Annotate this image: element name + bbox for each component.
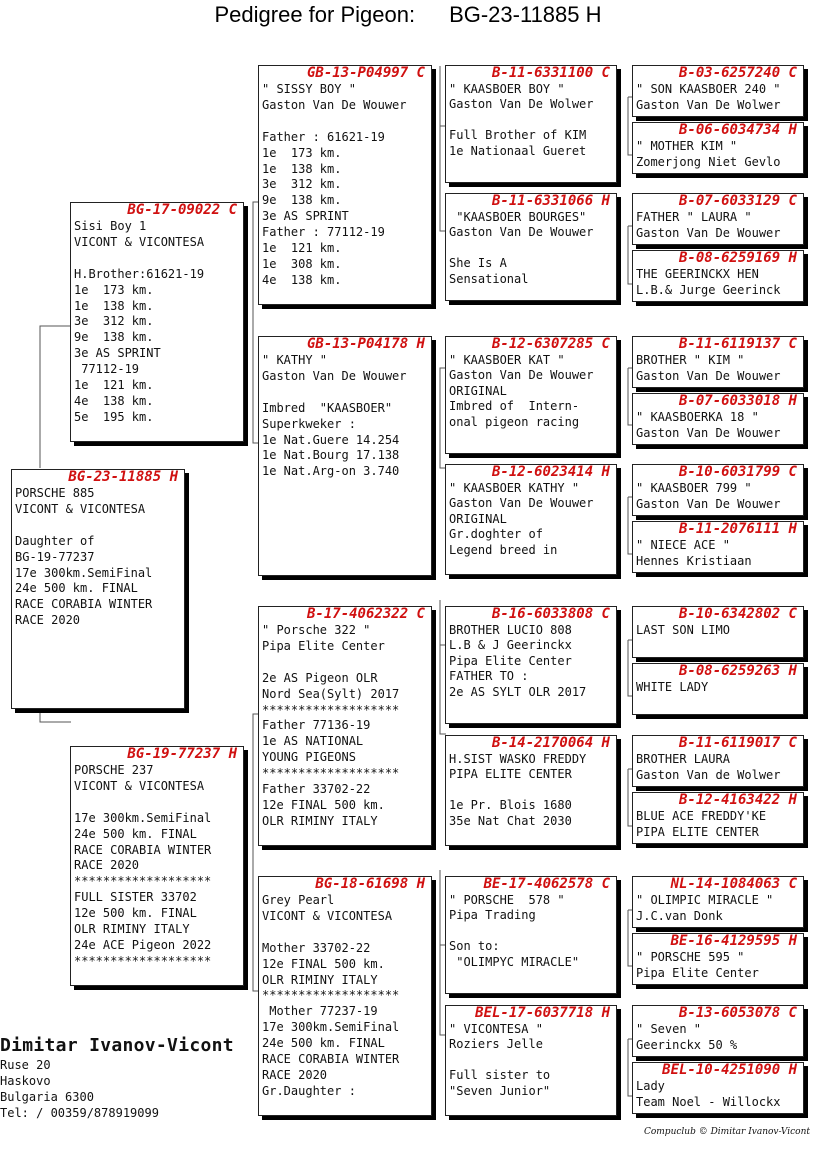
bird-details	[446, 210, 616, 287]
detail-line: Daughter of	[15, 533, 95, 548]
detail-line: 17e 300km.SemiFinal	[15, 565, 153, 580]
detail-line: *******************	[262, 988, 400, 1003]
pedigree-card-dd	[258, 876, 432, 1116]
detail-line: Father : 61621-19	[262, 129, 385, 144]
detail-line: Gaston Van De Wouwer	[262, 97, 407, 112]
detail-line: Pipa Elite Center	[262, 638, 385, 653]
detail-line: 17e 300km.SemiFinal	[74, 810, 212, 825]
detail-line: BROTHER LAURA	[636, 752, 730, 766]
detail-line: PIPA ELITE CENTER	[636, 824, 759, 839]
ring-number: B-11-2076111 H	[678, 521, 797, 537]
pedigree-card-dss	[445, 606, 617, 724]
ring-number: GB-13-P04178 H	[306, 336, 425, 352]
ring-number: BG-23-11885 H	[68, 469, 178, 485]
bird-details	[446, 82, 616, 159]
detail-line: 1e 121 km.	[262, 241, 342, 256]
detail-line: Team Noel - Willockx	[636, 1094, 781, 1109]
detail-line: " KAASBOER 799 "	[636, 481, 752, 495]
detail-line: " MOTHER KIM "	[636, 139, 738, 153]
bird-details	[633, 623, 803, 639]
ring-number: GB-13-P04997 C	[306, 65, 425, 81]
detail-line: Gaston Van De Wouwer	[449, 496, 594, 511]
ring-number: BG-17-09022 C	[127, 202, 237, 218]
detail-line	[449, 783, 613, 798]
ring-number: B-11-6331100 C	[491, 65, 610, 81]
detail-line: RACE CORABIA WINTER	[74, 842, 212, 857]
detail-line: 1e 308 km.	[262, 256, 342, 271]
footer-credit: Compuclub © Dimitar Ivanov-Vicont	[643, 1127, 810, 1137]
detail-line: Pipa Trading	[449, 908, 536, 923]
bird-details	[633, 1022, 803, 1054]
ring-number: BG-18-61698 H	[315, 876, 425, 892]
detail-line: LAST SON LIMO	[636, 623, 730, 637]
detail-line: 12e FINAL 500 km.	[262, 956, 385, 971]
detail-line: 1e Pr. Blois 1680	[449, 798, 572, 813]
detail-line: OLR RIMINY ITALY	[262, 813, 378, 828]
bird-details	[633, 481, 803, 513]
detail-line: Father : 77112-19	[262, 225, 385, 240]
ring-number: B-07-6033129 C	[678, 193, 797, 209]
detail-line: J.C.van Donk	[636, 908, 723, 923]
detail-line: WHITE LADY	[636, 680, 709, 694]
breeder-city: Haskovo	[0, 1074, 51, 1088]
detail-line: Gaston Van De Wolwer	[449, 97, 594, 112]
pedigree-card-ds	[258, 606, 432, 846]
detail-line: Gaston Van De Wouwer	[636, 496, 781, 511]
detail-line: Grey Pearl	[262, 893, 335, 907]
bird-details	[71, 763, 243, 970]
pedigree-card-sds	[445, 336, 617, 454]
detail-line: 17e 300km.SemiFinal	[262, 1020, 400, 1035]
detail-line: Father 77136-19	[262, 718, 371, 733]
detail-line: BROTHER " KIM "	[636, 353, 745, 367]
detail-line: " KATHY "	[262, 353, 328, 367]
detail-line: RACE 2020	[262, 1067, 328, 1082]
pedigree-card-g4_10	[632, 663, 804, 715]
detail-line: 5e 195 km.	[74, 409, 154, 424]
detail-line: " PORSCHE 595 "	[636, 950, 745, 964]
detail-line: 3e 312 km.	[262, 177, 342, 192]
detail-line: Imbred "KAASBOER"	[262, 400, 393, 415]
ring-number: BG-19-77237 H	[127, 746, 237, 762]
detail-line: 1e 121 km.	[74, 378, 154, 393]
bird-details	[633, 950, 803, 982]
detail-line	[449, 113, 613, 128]
detail-line: Pipa Elite Center	[636, 965, 759, 980]
detail-line: 1e Nat.Bourg 17.138	[262, 448, 400, 463]
detail-line: She Is A	[449, 256, 507, 271]
bird-details	[71, 219, 243, 426]
detail-line: PIPA ELITE CENTER	[449, 767, 572, 782]
detail-line: FATHER TO :	[449, 669, 529, 684]
detail-line: H.Brother:61621-19	[74, 266, 205, 281]
ring-number: BEL-17-6037718 H	[475, 1005, 610, 1021]
detail-line: Gr.doghter of	[449, 527, 543, 542]
detail-line: Father 33702-22	[262, 782, 371, 797]
bird-details	[633, 680, 803, 696]
breeder-phone: Tel: / 00359/878919099	[0, 1106, 159, 1120]
detail-line: VICONT & VICONTESA	[262, 908, 393, 923]
detail-line: OLR RIMINY ITALY	[74, 922, 190, 937]
detail-line: Sisi Boy 1	[74, 219, 147, 233]
detail-line: 2e AS Pigeon OLR	[262, 670, 378, 685]
bird-details	[633, 210, 803, 242]
detail-line: " PORSCHE 578 "	[449, 893, 565, 907]
ring-number: NL-14-1084063 C	[670, 876, 797, 892]
detail-line: THE GEERINCKX HEN	[636, 267, 759, 281]
bird-details	[12, 486, 184, 629]
pedigree-card-g4_13	[632, 876, 804, 928]
detail-line: Gaston Van De Wouwer	[636, 225, 781, 240]
bird-details	[633, 752, 803, 784]
pedigree-card-dam	[70, 746, 244, 986]
detail-line: Full sister to	[449, 1068, 551, 1083]
detail-line: FATHER " LAURA "	[636, 210, 752, 224]
bird-details	[446, 1022, 616, 1099]
ring-number: B-13-6053078 C	[678, 1005, 797, 1021]
ring-number: B-16-6033808 C	[491, 606, 610, 622]
pedigree-card-g4_12	[632, 792, 804, 844]
ring-number: B-14-2170064 H	[491, 735, 610, 751]
bird-details	[446, 623, 616, 700]
pedigree-card-g4_6	[632, 393, 804, 445]
pedigree-card-dsd	[445, 735, 617, 846]
title-ring: BG-23-11885 H	[449, 2, 602, 27]
detail-line: PORSCHE 237	[74, 763, 154, 777]
detail-line: Gaston Van de Wolwer	[636, 767, 781, 782]
detail-line: 24e 500 km. FINAL	[15, 581, 138, 596]
bird-details	[446, 353, 616, 430]
detail-line: Gr.Daughter :	[262, 1083, 356, 1098]
bird-details	[446, 752, 616, 829]
pedigree-card-g4_7	[632, 464, 804, 516]
ring-number: B-12-6307285 C	[491, 336, 610, 352]
detail-line	[262, 385, 428, 401]
detail-line: 1e 173 km.	[262, 145, 342, 160]
pedigree-card-g4_1	[632, 65, 804, 117]
pedigree-card-sss	[445, 65, 617, 183]
detail-line: 24e 500 km. FINAL	[262, 1036, 385, 1051]
pedigree-card-g4_14	[632, 933, 804, 985]
detail-line: 3e AS SPRINT	[262, 209, 349, 224]
detail-line: 1e 138 km.	[262, 161, 342, 176]
ring-number: B-10-6342802 C	[678, 606, 797, 622]
detail-line: Son to:	[449, 939, 500, 954]
detail-line	[449, 1053, 613, 1068]
pedigree-card-g4_11	[632, 735, 804, 787]
pedigree-card-ddd	[445, 1005, 617, 1116]
detail-line: L.B.& Jurge Geerinck	[636, 282, 781, 297]
detail-line: Gaston Van De Wouwer	[262, 368, 407, 383]
detail-line: 9e 138 km.	[262, 193, 342, 208]
bird-details	[633, 893, 803, 925]
detail-line: YOUNG PIGEONS	[262, 750, 356, 765]
bird-details	[633, 267, 803, 299]
ring-number: B-11-6331066 H	[491, 193, 610, 209]
detail-line: Imbred of Intern-	[449, 399, 580, 414]
bird-details	[633, 410, 803, 442]
ring-number: B-10-6031799 C	[678, 464, 797, 480]
pedigree-card-dds	[445, 876, 617, 994]
detail-line: Pipa Elite Center	[449, 653, 572, 668]
pedigree-card-g4_9	[632, 606, 804, 658]
detail-line: Gaston Van De Wouwer	[636, 368, 781, 383]
detail-line: Gaston Van De Wouwer	[449, 368, 594, 383]
ring-number: B-11-6119017 C	[678, 735, 797, 751]
detail-line: BG-19-77237	[15, 549, 95, 564]
bird-details	[259, 623, 431, 830]
pedigree-card-g4_2	[632, 122, 804, 174]
detail-line: 1e Nat.Guere 14.254	[262, 432, 400, 447]
bird-details	[259, 353, 431, 480]
pedigree-card-subject	[11, 469, 185, 709]
bird-details	[633, 1079, 803, 1111]
detail-line: 1e 173 km.	[74, 282, 154, 297]
detail-line	[262, 655, 428, 671]
bird-details	[633, 353, 803, 385]
pedigree-card-g4_5	[632, 336, 804, 388]
bird-details	[633, 809, 803, 841]
bird-details	[633, 538, 803, 570]
detail-line	[262, 925, 428, 941]
detail-line: 24e 500 km. FINAL	[74, 826, 197, 841]
detail-line: "Seven Junior"	[449, 1083, 551, 1098]
detail-line: L.B & J Geerinckx	[449, 638, 572, 653]
detail-line: Roziers Jelle	[449, 1037, 543, 1052]
detail-line: 12e 500 km. FINAL	[74, 906, 197, 921]
ring-number: B-12-6023414 H	[491, 464, 610, 480]
detail-line	[74, 251, 240, 267]
bird-details	[259, 893, 431, 1100]
detail-line: Lady	[636, 1079, 665, 1093]
detail-line: " SISSY BOY "	[262, 82, 356, 96]
detail-line: onal pigeon racing	[449, 414, 580, 429]
detail-line: "OLIMPYC MIRACLE"	[449, 954, 580, 969]
detail-line: " VICONTESA "	[449, 1022, 543, 1036]
detail-line: 4e 138 km.	[262, 272, 342, 287]
detail-line: 35e Nat Chat 2030	[449, 813, 572, 828]
ring-number: B-07-6033018 H	[678, 393, 797, 409]
pedigree-card-sdd	[445, 464, 617, 575]
detail-line: RACE CORABIA WINTER	[15, 597, 153, 612]
ring-number: B-03-6257240 C	[678, 65, 797, 81]
detail-line: OLR RIMINY ITALY	[262, 972, 378, 987]
detail-line: 1e 138 km.	[74, 298, 154, 313]
detail-line: *******************	[74, 953, 212, 968]
detail-line: Legend breed in	[449, 542, 558, 557]
detail-line: RACE 2020	[74, 858, 140, 873]
detail-line	[15, 518, 181, 534]
ring-number: B-08-6259169 H	[678, 250, 797, 266]
detail-line: VICONT & VICONTESA	[74, 778, 205, 793]
breeder-country: Bulgaria 6300	[0, 1090, 94, 1104]
detail-line: 3e AS SPRINT	[74, 346, 161, 361]
pedigree-card-sd	[258, 336, 432, 576]
detail-line: Superkweker :	[262, 416, 356, 431]
detail-line	[449, 241, 613, 256]
detail-line: ORIGINAL	[449, 383, 507, 398]
bird-details	[446, 893, 616, 970]
detail-line: 3e 312 km.	[74, 314, 154, 329]
detail-line: VICONT & VICONTESA	[74, 234, 205, 249]
ring-number: B-17-4062322 C	[306, 606, 425, 622]
detail-line: " Seven "	[636, 1022, 702, 1036]
detail-line: Full Brother of KIM	[449, 128, 587, 143]
detail-line: FULL SISTER 33702	[74, 890, 197, 905]
pedigree-card-ss	[258, 65, 432, 305]
detail-line: " KAASBOER KATHY "	[449, 481, 580, 495]
title-prefix: Pedigree for Pigeon:	[214, 2, 416, 27]
pedigree-card-g4_8	[632, 521, 804, 573]
detail-line: ORIGINAL	[449, 511, 507, 526]
detail-line: VICONT & VICONTESA	[15, 501, 146, 516]
detail-line: Hennes Kristiaan	[636, 553, 752, 568]
pedigree-card-sire	[70, 202, 244, 442]
pedigree-card-g4_4	[632, 250, 804, 302]
detail-line: 12e FINAL 500 km.	[262, 797, 385, 812]
detail-line: BROTHER LUCIO 808	[449, 623, 572, 637]
ring-number: B-12-4163422 H	[678, 792, 797, 808]
detail-line: *******************	[262, 702, 400, 717]
pedigree-card-ssd	[445, 193, 617, 301]
detail-line: 2e AS SYLT OLR 2017	[449, 684, 587, 699]
detail-line: Gaston Van De Wolwer	[636, 97, 781, 112]
ring-number: B-08-6259263 H	[678, 663, 797, 679]
breeder-name: Dimitar Ivanov-Vicont	[0, 1035, 234, 1056]
detail-line: PORSCHE 885	[15, 486, 95, 500]
detail-line: Mother 77237-19	[262, 1004, 378, 1019]
detail-line: " KAASBOER BOY "	[449, 82, 565, 96]
detail-line: *******************	[74, 874, 212, 889]
detail-line: " KAASBOER KAT "	[449, 353, 565, 367]
detail-line: Gaston Van De Wouwer	[449, 225, 594, 240]
detail-line: 1e Nationaal Gueret	[449, 143, 587, 158]
detail-line	[262, 114, 428, 130]
detail-line: Sensational	[449, 271, 529, 286]
pedigree-card-g4_15	[632, 1005, 804, 1057]
detail-line: 4e 138 km.	[74, 393, 154, 408]
detail-line: 77112-19	[74, 362, 140, 377]
detail-line: " KAASBOERKA 18 "	[636, 410, 759, 424]
detail-line: RACE 2020	[15, 613, 81, 628]
detail-line: H.SIST WASKO FREDDY	[449, 752, 587, 766]
detail-line: " SON KAASBOER 240 "	[636, 82, 781, 96]
ring-number: BE-17-4062578 C	[483, 876, 610, 892]
breeder-info	[0, 1035, 234, 1121]
detail-line: Geerinckx 50 %	[636, 1037, 738, 1052]
detail-line: 9e 138 km.	[74, 330, 154, 345]
ring-number: B-06-6034734 H	[678, 122, 797, 138]
ring-number: BE-16-4129595 H	[670, 933, 797, 949]
detail-line: *******************	[262, 766, 400, 781]
detail-line: " OLIMPIC MIRACLE "	[636, 893, 774, 907]
detail-line: "KAASBOER BOURGES"	[449, 210, 587, 224]
detail-line: Mother 33702-22	[262, 940, 371, 955]
detail-line: 1e Nat.Arg-on 3.740	[262, 464, 400, 479]
bird-details	[633, 82, 803, 114]
detail-line: " NIECE ACE "	[636, 538, 730, 552]
bird-details	[259, 82, 431, 289]
pedigree-card-g4_16	[632, 1062, 804, 1114]
detail-line: 24e ACE Pigeon 2022	[74, 937, 212, 952]
detail-line	[74, 795, 240, 811]
detail-line: BLUE ACE FREDDY'KE	[636, 809, 767, 823]
detail-line: 1e AS NATIONAL	[262, 734, 364, 749]
pedigree-card-g4_3	[632, 193, 804, 245]
bird-details	[633, 139, 803, 171]
ring-number: BEL-10-4251090 H	[662, 1062, 797, 1078]
detail-line: Gaston Van De Wouwer	[636, 425, 781, 440]
breeder-street: Ruse 20	[0, 1058, 51, 1072]
detail-line: " Porsche 322 "	[262, 623, 371, 637]
detail-line	[449, 924, 613, 939]
detail-line: Zomerjong Niet Gevlo	[636, 154, 781, 169]
detail-line: Nord Sea(Sylt) 2017	[262, 686, 400, 701]
ring-number: B-11-6119137 C	[678, 336, 797, 352]
detail-line: RACE CORABIA WINTER	[262, 1052, 400, 1067]
bird-details	[446, 481, 616, 558]
